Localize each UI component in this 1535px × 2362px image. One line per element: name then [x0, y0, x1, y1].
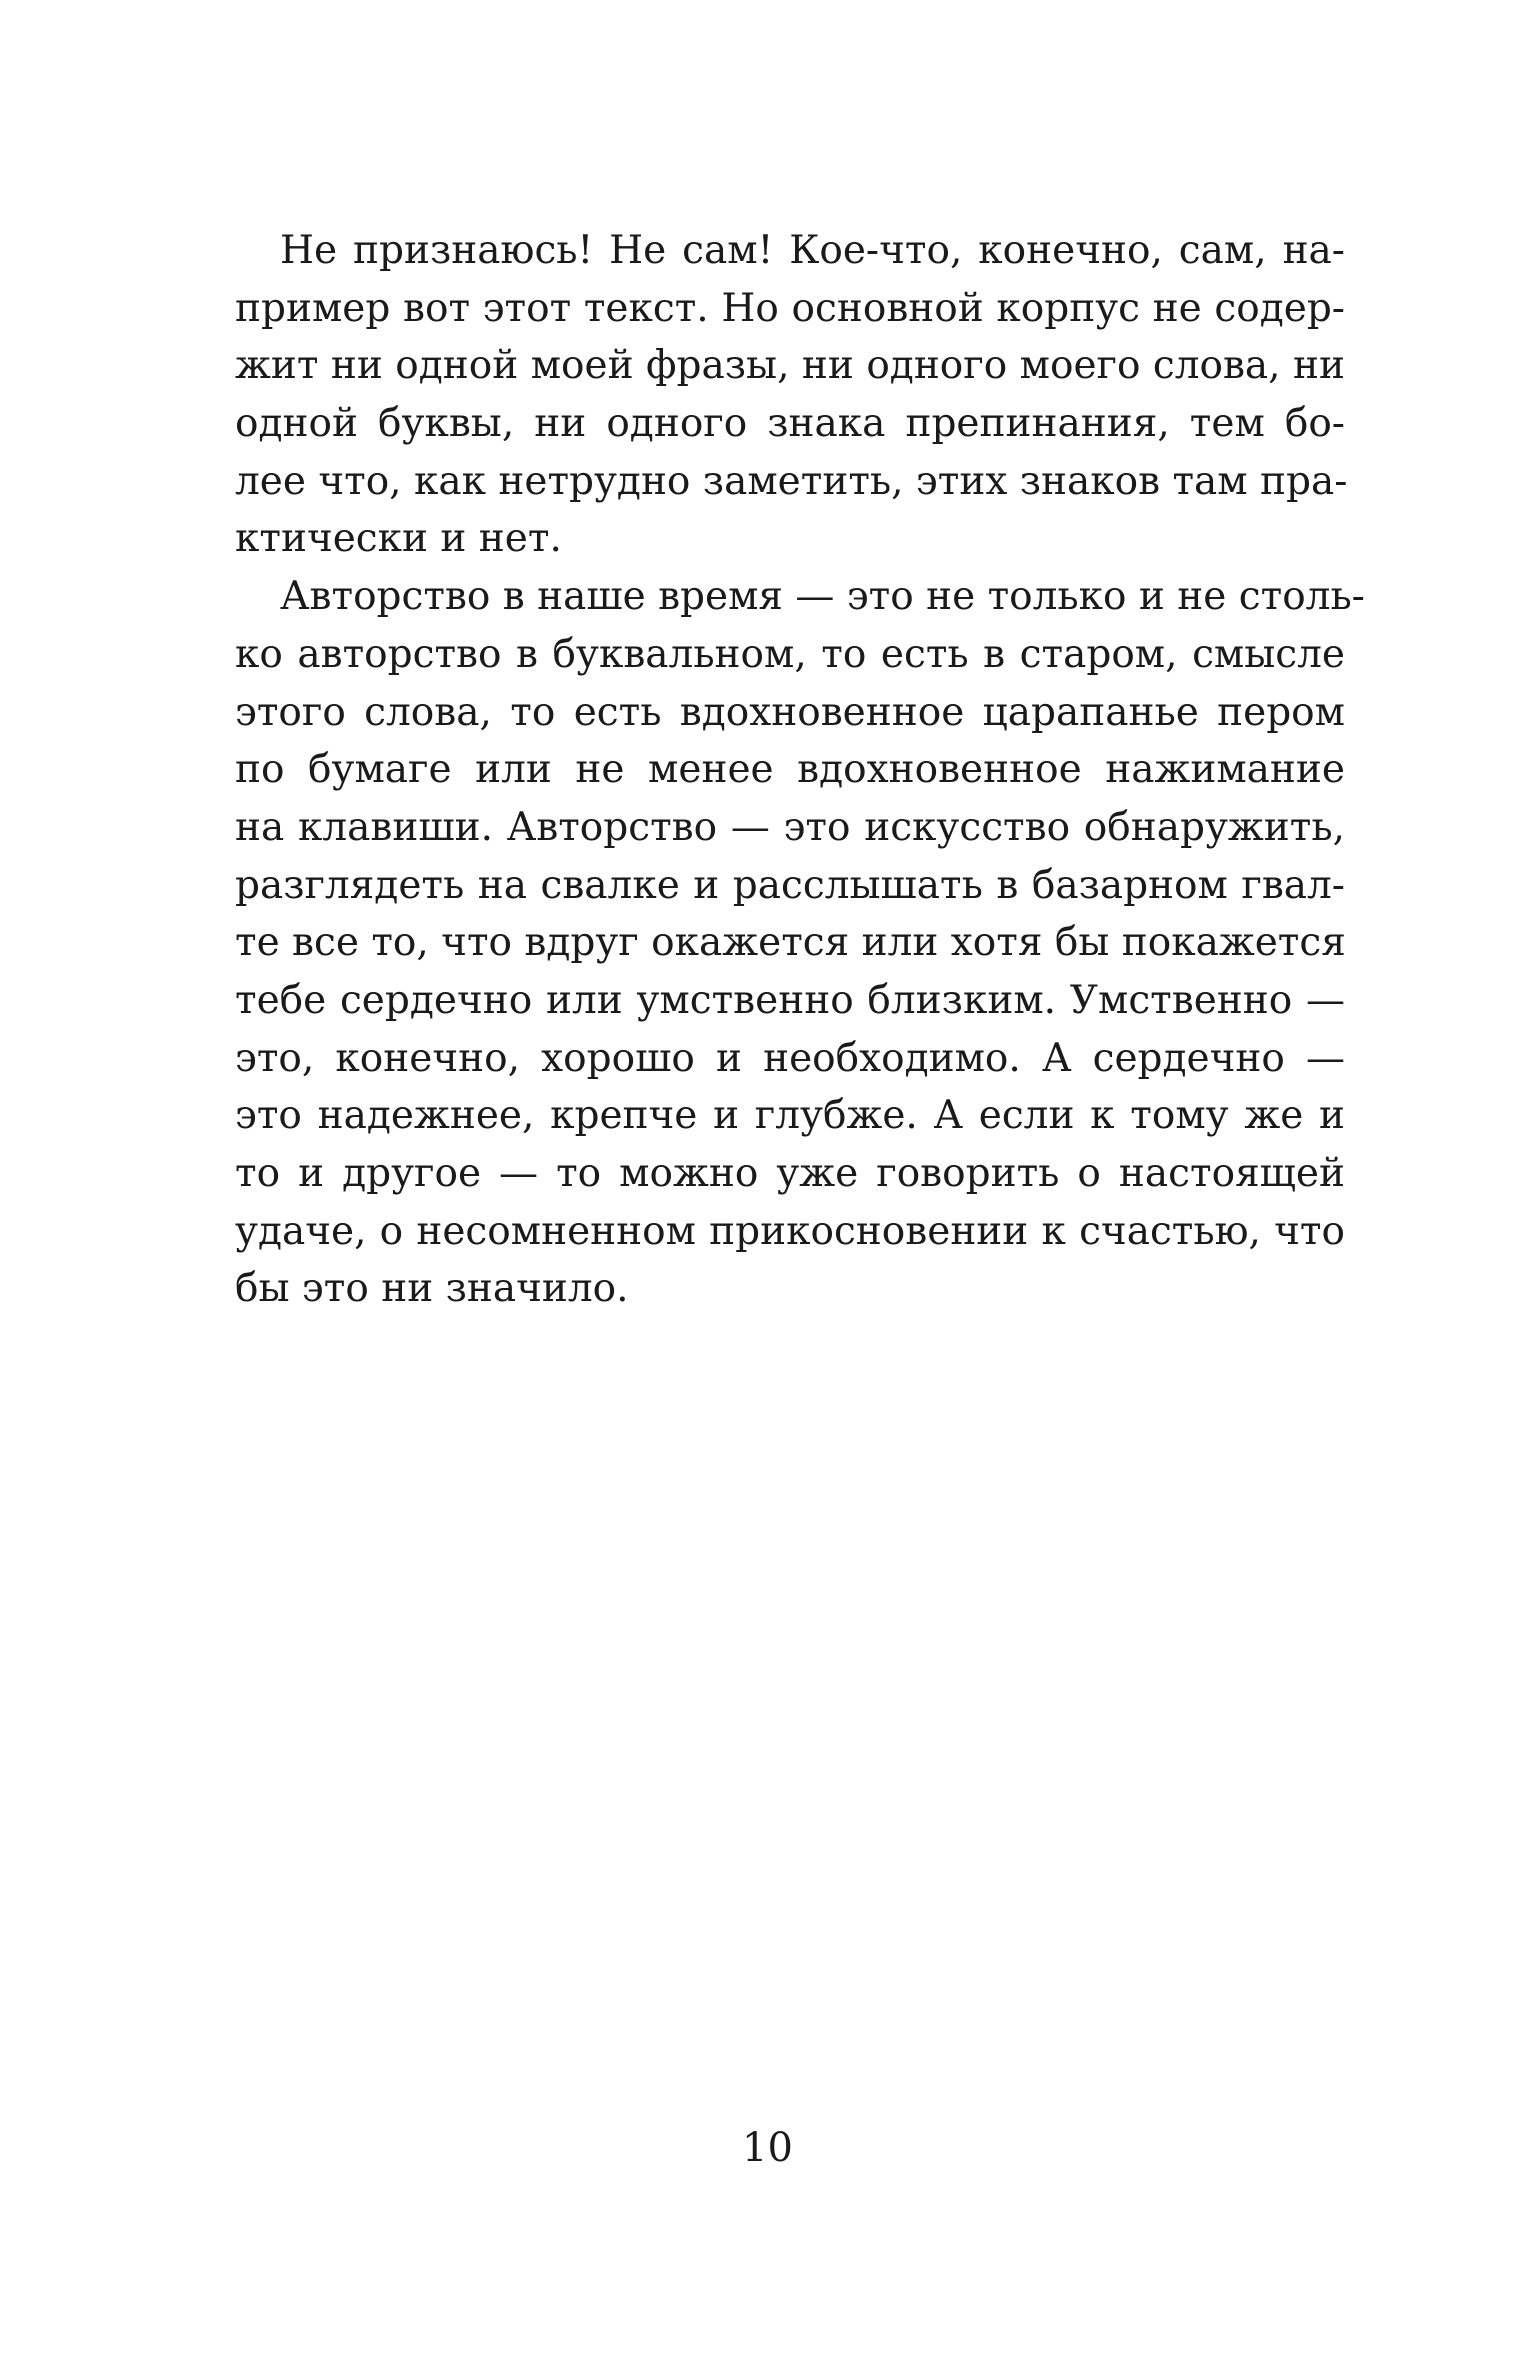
paragraph-1-line-2: пример вот этот текст. Но основной корпус не содер- — [235, 285, 1345, 331]
body-text — [235, 222, 1365, 1318]
paragraph-2-line-10: это надежнее, крепче и глубже. А если к тому же и — [235, 1093, 1345, 1139]
paragraph-2-line-9: это, конечно, хорошо и необходимо. А сердечно — — [235, 1035, 1345, 1081]
paragraph-2-line-1: Авторство в наше время — это не только и не столь- — [280, 574, 1365, 620]
paragraph-2-line-11: то и другое — то можно уже говорить о настоящей — [235, 1151, 1345, 1196]
paragraph-2-line-4: по бумаге или не менее вдохновенное нажимание — [235, 747, 1345, 793]
paragraph-1-line-1: Не признаюсь! Не сам! Кое-что, конечно, сам, на- — [280, 228, 1345, 273]
paragraph-1-line-5: лее что, как нетрудно заметить, этих знаков там пра- — [235, 458, 1348, 504]
paragraph-2-line-7: те все то, что вдруг окажется или хотя бы покажется — [235, 920, 1346, 966]
paragraph-2-line-12: удаче, о несомненном прикосновении к счастью, что — [235, 1208, 1345, 1254]
paragraph-1-line-4: одной буквы, ни одного знака препинания, тем бо- — [235, 401, 1345, 447]
paragraph-2-line-2: ко авторство в буквальном, то есть в старом, смысле — [235, 631, 1345, 677]
paragraph-2-line-8: тебе сердечно или умственно близким. Умственно — — [235, 977, 1345, 1023]
paragraph-1-line-3: жит ни одной моей фразы, ни одного моего слова, ни — [235, 343, 1345, 389]
paragraph-2-line-13: бы это ни значило. — [235, 1266, 629, 1312]
paragraph-1-line-6: ктически и нет. — [235, 516, 562, 562]
page-number: 10 — [742, 2125, 793, 2171]
paragraph-2-line-5: на клавиши. Авторство — это искусство обнаружить, — [235, 804, 1345, 850]
paragraph-2-line-6: разглядеть на свалке и расслышать в базарном гвал- — [235, 862, 1345, 908]
paragraph-2-line-3: этого слова, то есть вдохновенное царапанье пером — [235, 689, 1345, 735]
